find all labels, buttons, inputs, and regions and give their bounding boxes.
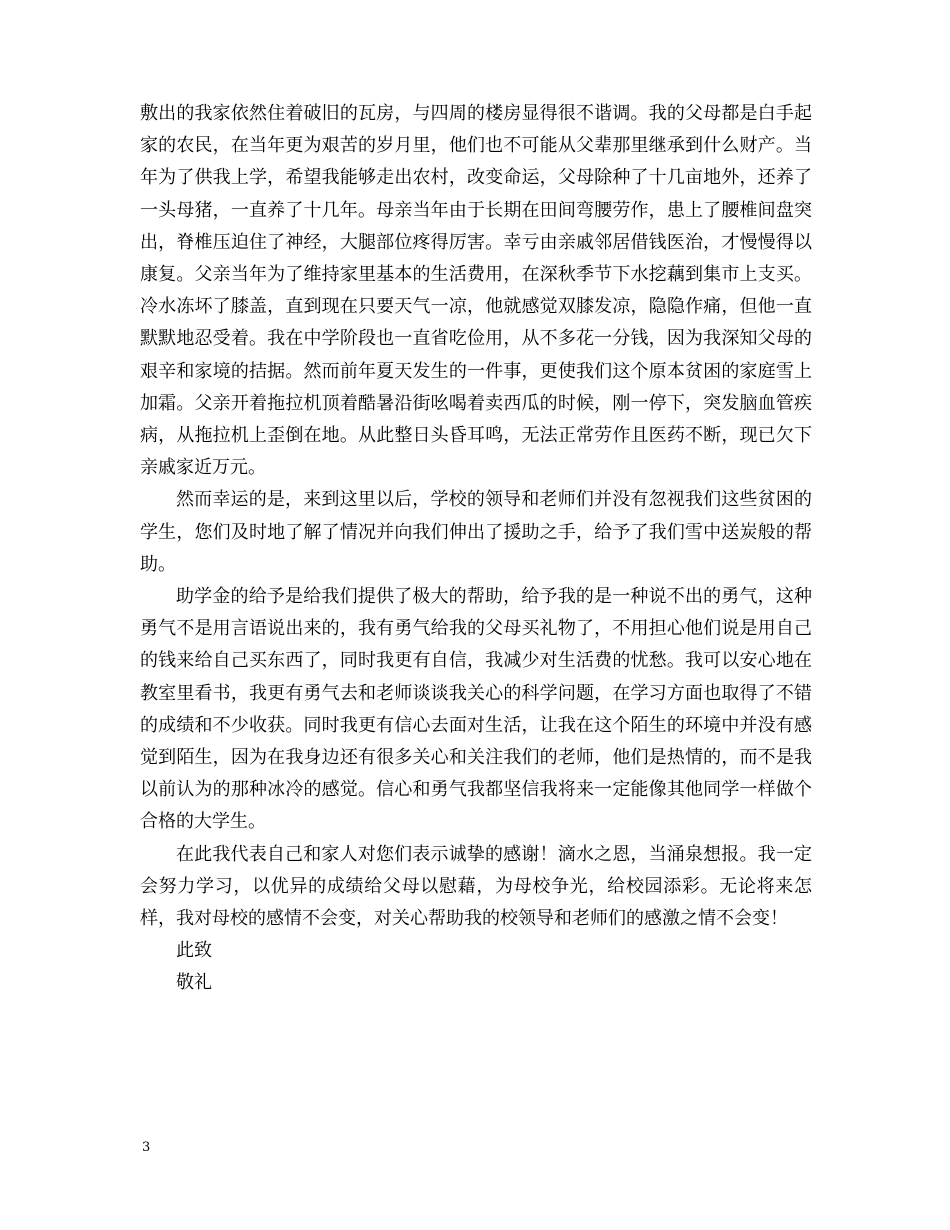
paragraph-gratitude: 在此我代表自己和家人对您们表示诚挚的感谢！滴水之恩，当涌泉想报。我一定会努力学习，以优异的成绩给父母以慰藉，为母校争光，给校园添彩。无论将来怎样，我对母校的感情不会变，对关心帮助我的校领导和老师们的感激之情不会变！ [140,843,812,930]
paragraph-fortune: 然而幸运的是，来到这里以后，学校的领导和老师们并没有忽视我们这些贫困的学生，您们及时地了解了情况并向我们伸出了援助之手，给予了我们雪中送炭般的帮助。 [140,489,812,575]
closing-regards: 敬礼 [176,972,212,994]
page-number: 3 [142,1140,151,1155]
paragraph-continued: 敷出的我家依然住着破旧的瓦房，与四周的楼房显得很不谐调。我的父母都是白手起家的农民，在当年更为艰苦的岁月里，他们也不可能从父辈那里继承到什么财产。当年为了供我上学，希望我能够走出农村，改变命运，父母除种了十几亩地外，还养了一头母猪，一直养了十几年。母亲当年由于长期在田间弯腰劳作，患上了腰椎间盘突出，脊椎压迫住了神经，大腿部位疼得厉害。幸亏由亲戚邻居借钱医治，才慢慢得以康复。父亲当年为了维持家里基本的生活费用，在深秋季节下水挖藕到集市上支买。冷水冻坏了膝盖，直到现在只要天气一凉，他就感觉双膝发凉，隐隐作痛，但他一直默默地忍受着。我在中学阶段也一直省吃俭用，从不多花一分钱，因为我深知父母的艰辛和家境的拮据。然而前年夏天发生的一件事，更使我们这个原本贫困的家庭雪上加霜。父亲开着拖拉机顶着酷暑沿街吆喝着卖西瓜的时候，刚一停下，突发脑血管疾病，从拖拉机上歪倒在地。从此整日头昏耳鸣，无法正常劳作且医药不断，现已欠下亲戚家近万元。 [140,103,812,479]
paragraph-grant-courage: 助学金的给予是给我们提供了极大的帮助，给予我的是一种说不出的勇气，这种勇气不是用言语说出来的，我有勇气给我的父母买礼物了，不用担心他们说是用自己的钱来给自己买东西了，同时我更有自信，我减少对生活费的忧愁。我可以安心地在教室里看书，我更有勇气去和老师谈谈我关心的科学问题，在学习方面也取得了不错的成绩和不少收获。同时我更有信心去面对生活，让我在这个陌生的环境中并没有感觉到陌生，因为在我身边还有很多关心和关注我们的老师，他们是热情的，而不是我以前认为的那种冰冷的感觉。信心和勇气我都坚信我将来一定能像其他同学一样做个合格的大学生。 [140,586,812,833]
closing-salutation: 此致 [176,940,212,962]
letter-body [140,98,812,1000]
